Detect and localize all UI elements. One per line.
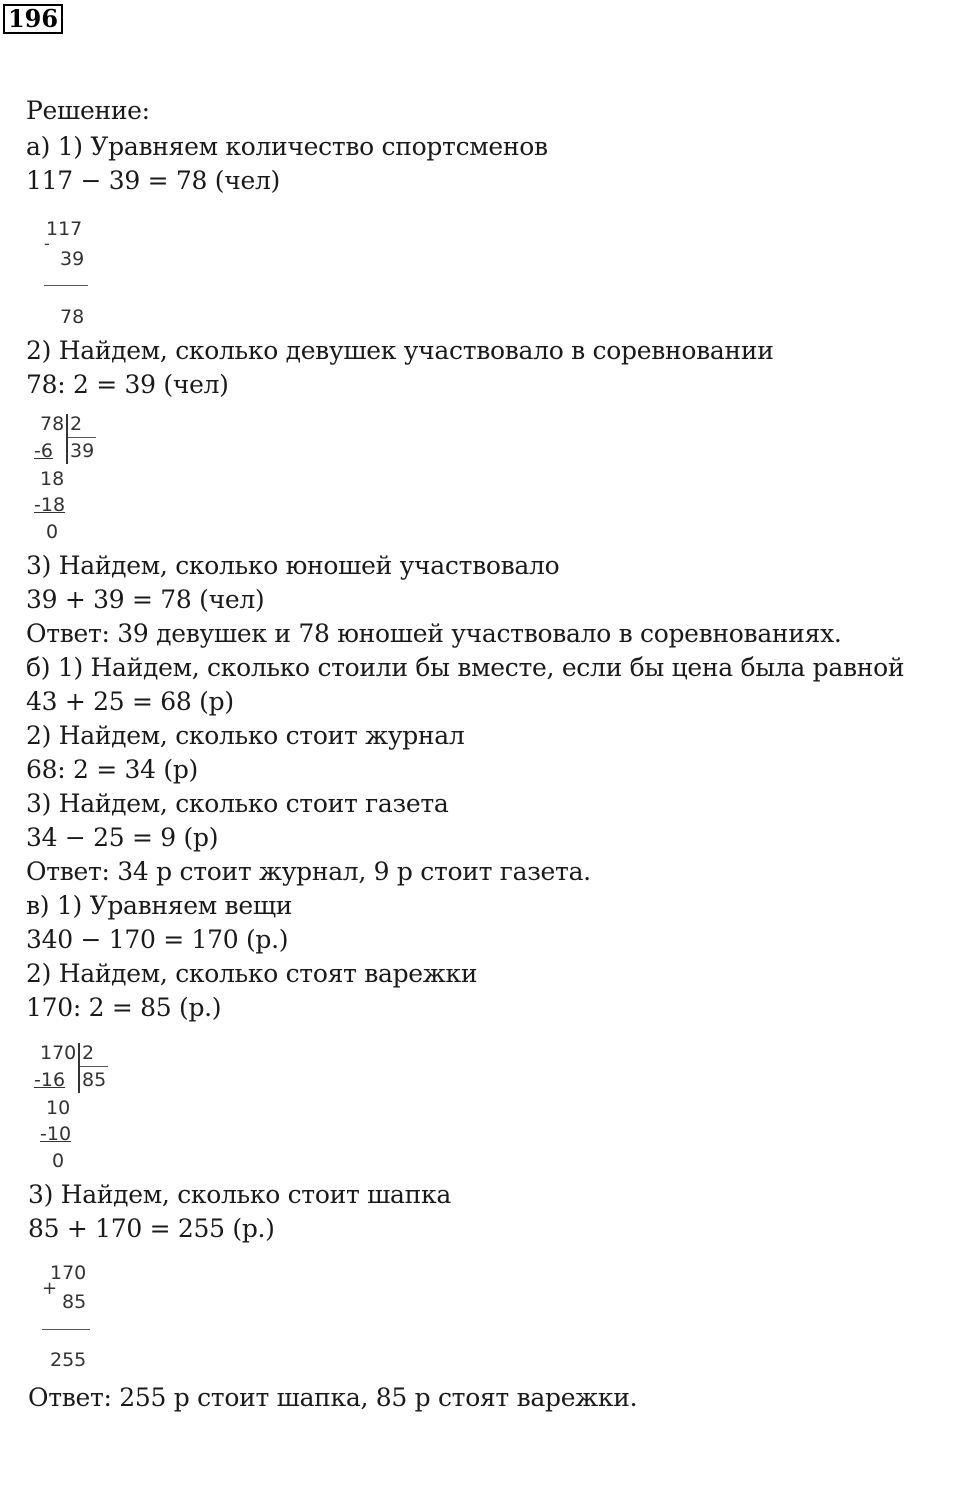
calc-sign: + xyxy=(42,1278,58,1299)
div-bar xyxy=(80,1066,108,1067)
div-divisor: 2 xyxy=(70,413,83,435)
equation-line: 117 − 39 = 78 (чел) xyxy=(26,166,280,195)
div-sub: -6 xyxy=(34,440,53,462)
answer-line: Ответ: 39 девушек и 78 юношей участвовало в соревнованиях. xyxy=(26,619,842,648)
text-line: 3) Найдем, сколько юношей участвовало xyxy=(26,551,560,580)
equation-line: 85 + 170 = 255 (р.) xyxy=(28,1214,275,1243)
div-sub: -18 xyxy=(34,494,66,516)
calc-sign: - xyxy=(44,234,50,253)
calc-top: 117 xyxy=(46,218,83,240)
equation-line: 34 − 25 = 9 (р) xyxy=(26,823,219,852)
div-sub: -16 xyxy=(34,1069,66,1091)
calc-bar xyxy=(42,1329,90,1330)
solution-heading: Решение: xyxy=(26,96,150,125)
calc-top: 170 xyxy=(50,1262,87,1284)
div-remainder: 10 xyxy=(46,1097,71,1119)
text-line: 3) Найдем, сколько стоит шапка xyxy=(28,1180,451,1209)
calc-result: 255 xyxy=(50,1349,87,1371)
div-remainder: 18 xyxy=(40,468,65,490)
equation-line: 68: 2 = 34 (р) xyxy=(26,755,198,784)
text-line: в) 1) Уравняем вещи xyxy=(26,891,293,920)
equation-line: 170: 2 = 85 (р.) xyxy=(26,993,222,1022)
calc-second: 85 xyxy=(62,1291,87,1313)
text-line: 2) Найдем, сколько стоит журнал xyxy=(26,721,465,750)
div-remainder: 0 xyxy=(46,521,59,543)
text-line: а) 1) Уравняем количество спортсменов xyxy=(26,132,548,161)
problem-number: 196 xyxy=(3,4,63,34)
div-quotient: 85 xyxy=(82,1069,107,1091)
text-line: б) 1) Найдем, сколько стоили бы вместе, если бы цена была равной xyxy=(26,653,905,682)
calc-result: 78 xyxy=(60,306,85,328)
text-line: 2) Найдем, сколько стоят варежки xyxy=(26,959,478,988)
div-bar xyxy=(68,437,96,438)
div-quotient: 39 xyxy=(70,440,95,462)
equation-line: 78: 2 = 39 (чел) xyxy=(26,370,229,399)
answer-line: Ответ: 34 р стоит журнал, 9 р стоит газета. xyxy=(26,857,591,886)
text-line: 2) Найдем, сколько девушек участвовало в соревновании xyxy=(26,336,774,365)
div-dividend: 78 xyxy=(40,413,65,435)
text-line: 3) Найдем, сколько стоит газета xyxy=(26,789,449,818)
div-divisor: 2 xyxy=(82,1042,95,1064)
answer-line: Ответ: 255 р стоит шапка, 85 р стоят варежки. xyxy=(28,1383,638,1412)
equation-line: 43 + 25 = 68 (р) xyxy=(26,687,234,716)
equation-line: 39 + 39 = 78 (чел) xyxy=(26,585,265,614)
equation-line: 340 − 170 = 170 (р.) xyxy=(26,925,289,954)
div-sub: -10 xyxy=(40,1123,72,1145)
div-remainder: 0 xyxy=(52,1150,65,1172)
calc-bar xyxy=(44,285,88,286)
div-dividend: 170 xyxy=(40,1042,77,1064)
calc-second: 39 xyxy=(60,248,85,270)
div-vbar xyxy=(78,1043,80,1093)
div-vbar xyxy=(66,414,68,464)
